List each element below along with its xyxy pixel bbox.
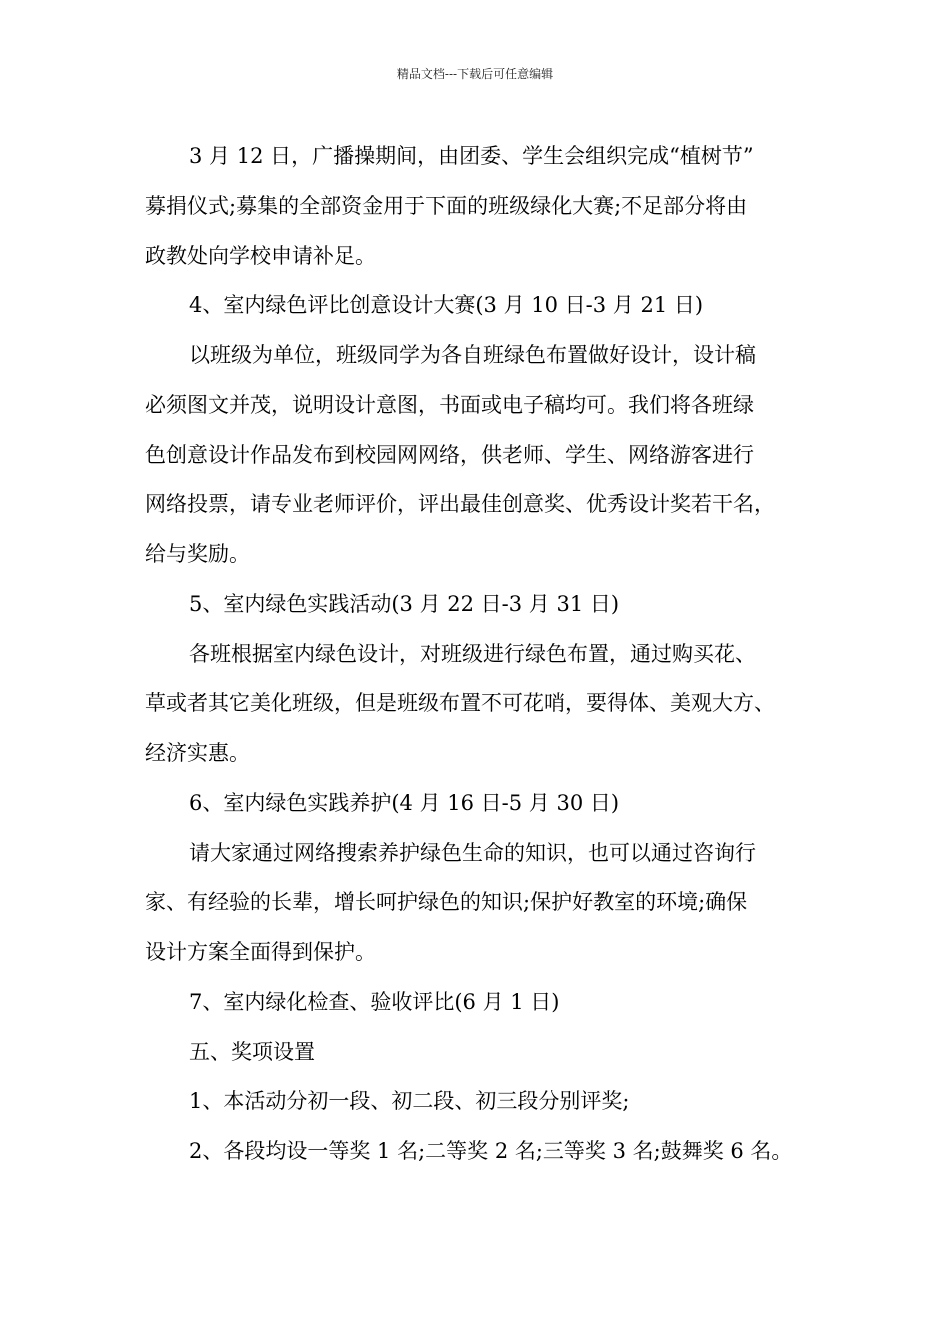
list-item: 2、各段均设一等奖 1 名;二等奖 2 名;三等奖 3 名;鼓舞奖 6 名。	[189, 1139, 793, 1163]
paragraph-line: 必须图文并茂，说明设计意图，书面或电子稿均可。我们将各班绿	[145, 392, 754, 417]
paragraph-line: 各班根据室内绿色设计，对班级进行绿色布置，通过购买花、	[189, 641, 756, 666]
document-body	[145, 132, 825, 1177]
paragraph-line: 3 月 12 日，广播操期间，由团委、学生会组织完成“植树节”	[189, 144, 754, 168]
paragraph-line: 色创意设计作品发布到校园网网络，供老师、学生、网络游客进行	[145, 442, 754, 467]
paragraph-line: 设计方案全面得到保护。	[145, 940, 376, 964]
paragraph-line: 请大家通过网络搜索养护绿色生命的知识，也可以通过咨询行	[189, 840, 756, 865]
section-heading: 五、奖项设置	[189, 1039, 315, 1064]
paragraph-line: 以班级为单位，班级同学为各自班绿色布置做好设计，设计稿	[189, 343, 756, 367]
paragraph-line: 草或者其它美化班级，但是班级布置不可花哨，要得体、美观大方、	[145, 691, 775, 716]
paragraph-line: 网络投票，请专业老师评价，评出最佳创意奖、优秀设计奖若干名，	[145, 492, 775, 517]
list-item: 1、本活动分初一段、初二段、初三段分别评奖;	[189, 1089, 630, 1114]
paragraph-line: 募捐仪式;募集的全部资金用于下面的班级绿化大赛;不足部分将由	[145, 193, 748, 218]
paragraph-line: 经济实惠。	[145, 741, 250, 765]
section-heading: 6、室内绿色实践养护(4 月 16 日-5 月 30 日)	[189, 790, 620, 815]
paragraph-line: 给与奖励。	[145, 542, 250, 566]
page-header: 精品文档---下载后可任意编辑	[396, 67, 554, 81]
section-heading: 7、室内绿化检查、验收评比(6 月 1 日)	[189, 989, 560, 1014]
paragraph-line: 政教处向学校申请补足。	[145, 243, 376, 268]
section-heading: 4、室内绿色评比创意设计大赛(3 月 10 日-3 月 21 日)	[189, 293, 704, 318]
section-heading: 5、室内绿色实践活动(3 月 22 日-3 月 31 日)	[189, 591, 620, 616]
paragraph-line: 家、有经验的长辈，增长呵护绿色的知识;保护好教室的环境;确保	[145, 890, 748, 915]
